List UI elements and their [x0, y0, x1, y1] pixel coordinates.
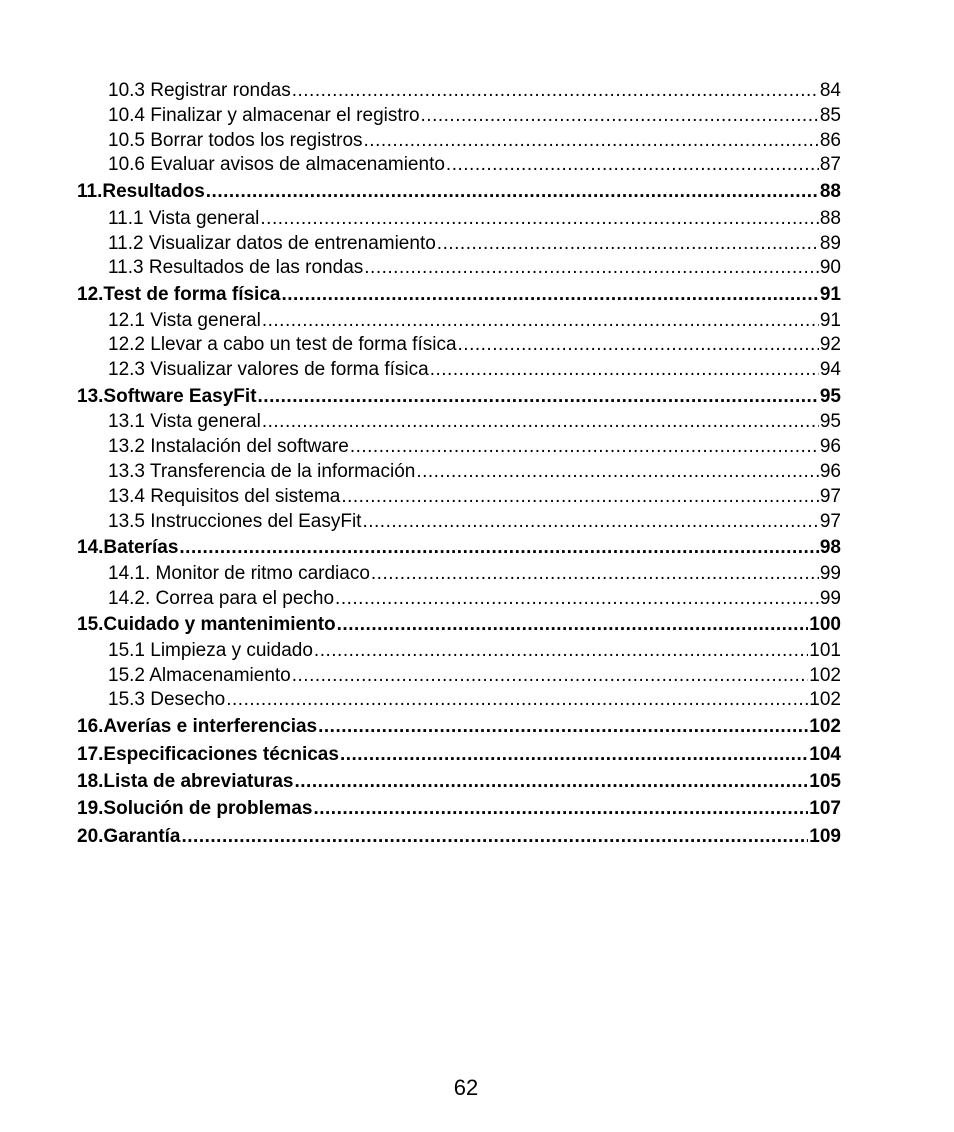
toc-entry-page: 107	[809, 798, 841, 820]
toc-entry-title: 11.1 Vista general	[108, 207, 260, 229]
toc-chapter-entry[interactable]	[77, 795, 841, 822]
toc-entry-title: 11.2 Visualizar datos de entrenamiento	[108, 232, 436, 254]
toc-entry-title: 14.Baterías	[77, 537, 179, 559]
toc-dot-leader	[313, 795, 808, 822]
toc-chapter-entry[interactable]	[77, 281, 841, 308]
toc-dot-leader	[258, 383, 819, 410]
toc-chapter-entry[interactable]	[77, 823, 841, 850]
toc-entry-page: 90	[819, 257, 841, 279]
toc-entry-title: 12.3 Visualizar valores de forma física	[108, 359, 429, 381]
toc-dot-leader	[226, 688, 808, 713]
toc-entry-title: 20.Garantía	[77, 825, 181, 847]
toc-entry-page: 105	[809, 770, 841, 792]
toc-entry-title: 14.2. Correa para el pecho	[108, 587, 335, 609]
toc-section-entry[interactable]	[77, 129, 841, 154]
toc-entry-title: 10.4 Finalizar y almacenar el registro	[108, 104, 420, 126]
toc-dot-leader	[281, 281, 818, 308]
toc-entry-page: 99	[819, 562, 841, 584]
toc-entry-title: 13.5 Instrucciones del EasyFit	[108, 510, 362, 532]
toc-entry-title: 12.Test de forma física	[77, 284, 281, 306]
toc-entry-page: 96	[819, 436, 841, 458]
toc-entry-title: 12.2 Llevar a cabo un test de forma física	[108, 334, 457, 356]
toc-section-entry[interactable]	[77, 207, 841, 232]
toc-entry-page: 102	[809, 664, 841, 686]
toc-entry-page: 92	[819, 334, 841, 356]
toc-entry-page: 101	[809, 639, 841, 661]
toc-section-entry[interactable]	[77, 256, 841, 281]
toc-chapter-entry[interactable]	[77, 611, 841, 638]
table-of-contents	[77, 79, 841, 850]
toc-entry-title: 10.6 Evaluar avisos de almacenamiento	[108, 154, 445, 176]
toc-section-entry[interactable]	[77, 79, 841, 104]
toc-dot-leader	[179, 534, 818, 561]
toc-chapter-entry[interactable]	[77, 768, 841, 795]
toc-section-entry[interactable]	[77, 639, 841, 664]
toc-dot-leader	[335, 587, 819, 612]
toc-entry-page: 95	[819, 385, 841, 407]
toc-dot-leader	[371, 562, 819, 587]
toc-dot-leader	[292, 664, 809, 689]
toc-chapter-entry[interactable]	[77, 178, 841, 207]
toc-entry-title: 10.3 Registrar rondas	[108, 80, 291, 101]
toc-entry-page: 94	[819, 359, 841, 381]
toc-entry-page: 102	[809, 716, 841, 738]
toc-section-entry[interactable]	[77, 510, 841, 535]
toc-entry-page: 91	[819, 309, 841, 331]
toc-dot-leader	[292, 79, 819, 104]
toc-entry-title: 11.3 Resultados de las rondas	[108, 257, 364, 279]
toc-dot-leader	[364, 129, 819, 154]
toc-entry-title: 17.Especificaciones técnicas	[77, 743, 339, 765]
toc-entry-page: 88	[819, 207, 841, 229]
toc-entry-page: 97	[819, 510, 841, 532]
toc-chapter-entry[interactable]	[77, 741, 841, 768]
toc-dot-leader	[341, 485, 819, 510]
toc-section-entry[interactable]	[77, 664, 841, 689]
toc-entry-title: 12.1 Vista general	[108, 309, 261, 331]
toc-section-entry[interactable]	[77, 333, 841, 358]
toc-dot-leader	[416, 460, 819, 485]
toc-entry-page: 91	[819, 284, 841, 306]
toc-dot-leader	[458, 333, 819, 358]
toc-dot-leader	[446, 153, 819, 178]
toc-dot-leader	[318, 713, 808, 740]
toc-section-entry[interactable]	[77, 460, 841, 485]
toc-entry-title: 19.Solución de problemas	[77, 798, 313, 820]
toc-chapter-entry[interactable]	[77, 383, 841, 410]
toc-entry-title: 15.2 Almacenamiento	[108, 664, 291, 686]
toc-entry-title: 11.Resultados	[77, 181, 205, 203]
toc-entry-page: 109	[809, 825, 841, 847]
toc-dot-leader	[362, 510, 818, 535]
toc-dot-leader	[421, 104, 819, 129]
toc-entry-title: 16.Averías e interferencias	[77, 716, 318, 738]
toc-dot-leader	[430, 358, 819, 383]
toc-section-entry[interactable]	[77, 587, 841, 612]
toc-entry-page: 89	[819, 232, 841, 254]
toc-entry-page: 98	[819, 537, 841, 559]
toc-entry-title: 18.Lista de abreviaturas	[77, 770, 294, 792]
toc-section-entry[interactable]	[77, 562, 841, 587]
toc-entry-page: 88	[819, 181, 841, 203]
toc-chapter-entry[interactable]	[77, 713, 841, 740]
toc-dot-leader	[295, 768, 809, 795]
toc-entry-title: 14.1. Monitor de ritmo cardiaco	[108, 562, 370, 584]
toc-entry-title: 15.Cuidado y mantenimiento	[77, 614, 336, 636]
toc-chapter-entry[interactable]	[77, 534, 841, 561]
toc-section-entry[interactable]	[77, 232, 841, 257]
toc-entry-title: 15.1 Limpieza y cuidado	[108, 639, 313, 661]
toc-section-entry[interactable]	[77, 153, 841, 178]
toc-entry-page: 104	[809, 743, 841, 765]
toc-entry-page: 87	[819, 154, 841, 176]
toc-section-entry[interactable]	[77, 485, 841, 510]
page-number: 62	[453, 1075, 479, 1100]
toc-entry-page: 84	[819, 80, 841, 101]
toc-entry-page: 99	[819, 587, 841, 609]
toc-entry-page: 102	[809, 689, 841, 711]
toc-dot-leader	[337, 611, 809, 638]
toc-dot-leader	[262, 410, 819, 435]
toc-dot-leader	[314, 639, 808, 664]
toc-dot-leader	[260, 207, 818, 232]
toc-entry-title: 13.1 Vista general	[108, 411, 261, 433]
toc-section-entry[interactable]	[77, 104, 841, 129]
toc-dot-leader	[262, 309, 819, 334]
toc-dot-leader	[364, 256, 819, 281]
toc-entry-title: 10.5 Borrar todos los registros	[108, 129, 363, 151]
toc-dot-leader	[182, 823, 809, 850]
toc-dot-leader	[206, 178, 819, 207]
toc-entry-title: 13.3 Transferencia de la información	[108, 460, 416, 482]
toc-section-entry[interactable]	[77, 435, 841, 460]
toc-dot-leader	[340, 741, 808, 768]
toc-section-entry[interactable]	[77, 309, 841, 334]
toc-section-entry[interactable]	[77, 358, 841, 383]
toc-entry-title: 13.4 Requisitos del sistema	[108, 485, 341, 507]
toc-entry-page: 97	[819, 485, 841, 507]
toc-entry-page: 95	[819, 411, 841, 433]
toc-dot-leader	[350, 435, 819, 460]
toc-entry-page: 96	[819, 460, 841, 482]
toc-entry-title: 15.3 Desecho	[108, 689, 226, 711]
toc-dot-leader	[437, 232, 819, 257]
toc-entry-title: 13.Software EasyFit	[77, 385, 257, 407]
toc-section-entry[interactable]	[77, 688, 841, 713]
toc-entry-title: 13.2 Instalación del software	[108, 436, 349, 458]
toc-section-entry[interactable]	[77, 410, 841, 435]
toc-entry-page: 85	[819, 104, 841, 126]
toc-entry-page: 86	[819, 129, 841, 151]
toc-entry-page: 100	[809, 614, 841, 636]
